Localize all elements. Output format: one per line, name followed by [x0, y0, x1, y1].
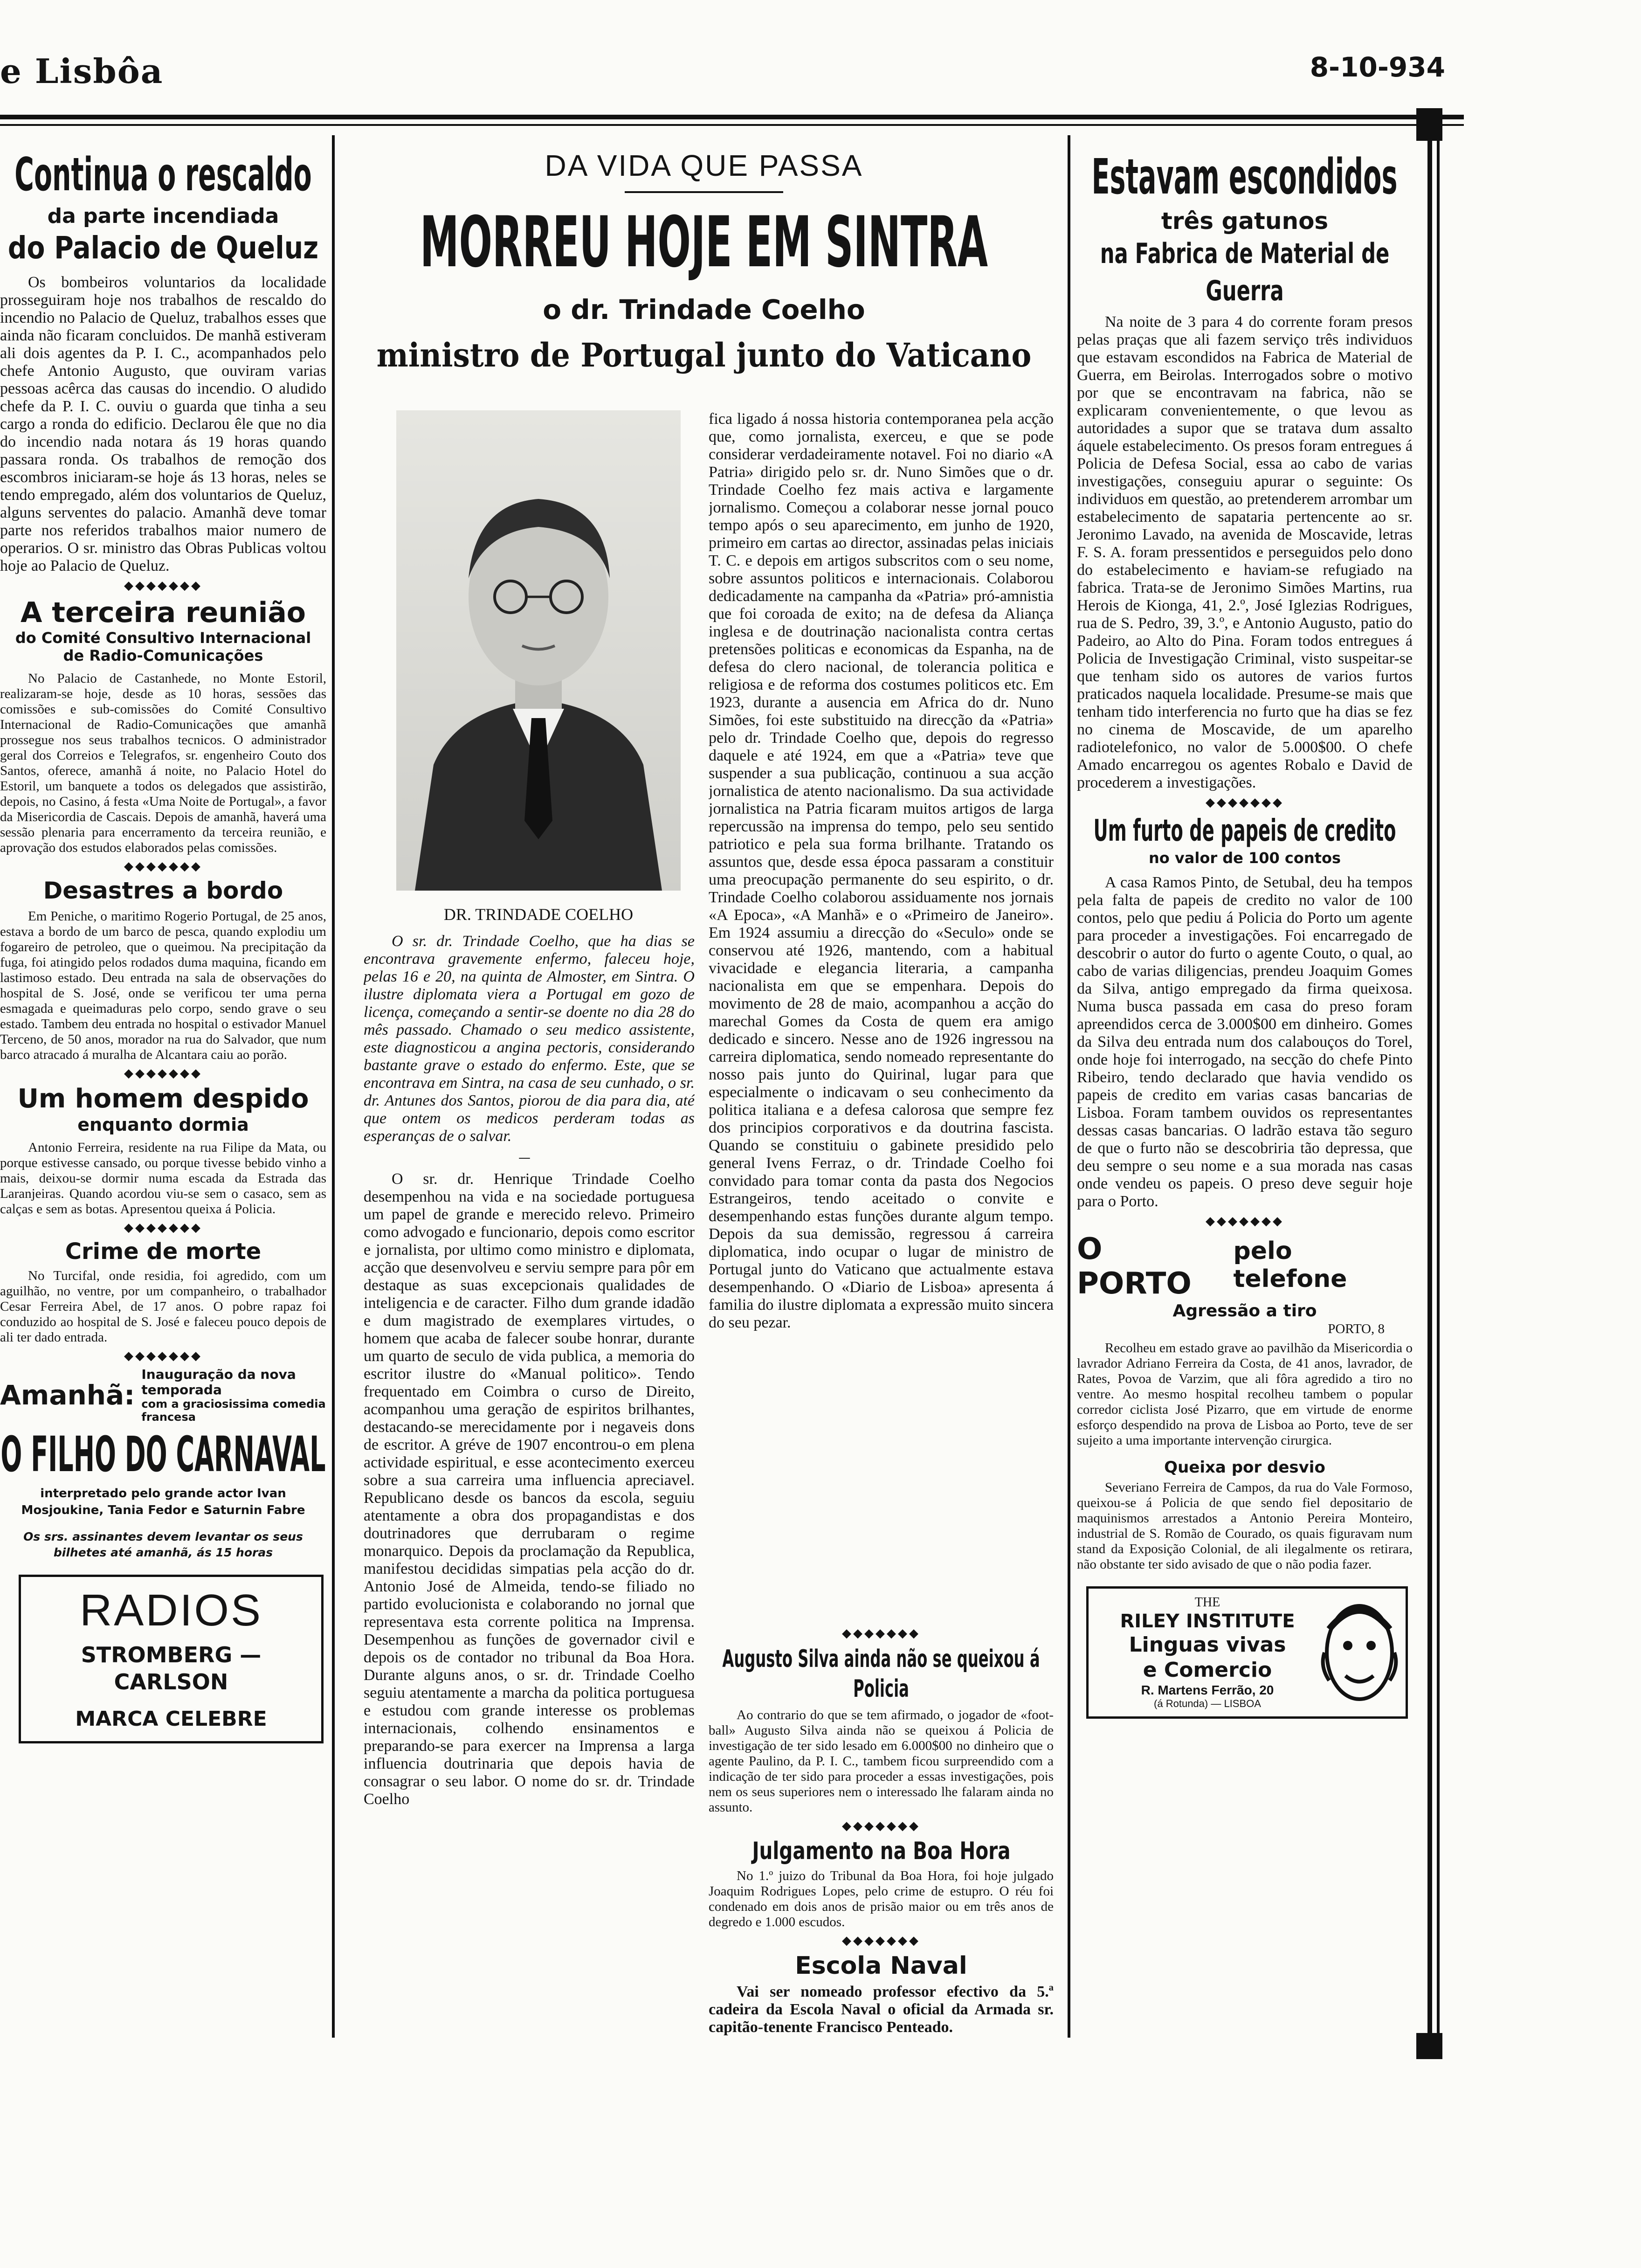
ad-line: RILEY INSTITUTE: [1120, 1611, 1295, 1632]
column-divider: [332, 135, 335, 2038]
column-divider: [1068, 135, 1070, 2038]
ad-line: THE: [1194, 1595, 1220, 1610]
ornament-divider: ◆◆◆◆◆◆◆: [842, 1934, 920, 1948]
ad-line: R. Martens Ferrão, 20: [1141, 1683, 1274, 1697]
newspaper-name: e Lisbôa: [0, 51, 164, 91]
ad-line: Inauguração da nova temporada: [141, 1367, 296, 1397]
article-body: Em Peniche, o maritimo Rogerio Portugal, de 25 anos, estava a bordo de um barco de pesca, quando explodiu um fogareiro de petroleo, que o queimou. Na precipitação da fuga, foi atingido pelos rodados duma maquina, ficando em lastimoso estado. Deu entrada na sala de observações do hospital de S. José, onde se verificou ter uma perna esmagada e queimaduras pelo corpo, sendo grave o seu estado. Tambem deu entrada no hospital o estivador Manuel Terceno, de 50 anos, morador na rua do Salvador, que num barco atracado á muralha de Alcantara caiu ao porão.: [0, 909, 326, 1062]
subscriber-note: Os srs. assinantes devem levantar os seus bilhetes até amanhã, ás 15 horas: [23, 1530, 303, 1559]
ornament-divider: ◆◆◆◆◆◆◆: [1206, 795, 1284, 809]
article-title: Um furto de papeis de credito: [1093, 814, 1396, 848]
article-body: Ao contrario do que se tem afirmado, o jogador de «foot-ball» Augusto Silva ainda não se queixou á Policia de investigação de ter sido lesado em 6.000$00 no dinheiro que o agente Paulino, da P. I. C., tambem ficou surpreendido com a indicação de ter sido para proceder a essas investigações, pois nem os seus superiores nem o interessado lhe falaram ainda no assunto.: [709, 1708, 1054, 1815]
article-body: No 1.º juizo do Tribunal da Boa Hora, foi hoje julgado Joaquim Rodrigues Lopes, pelo crime de estupro. O réu foi condenado em dois anos de prisão maior ou em três anos de degredo e 1.000 escudos.: [709, 1868, 1054, 1929]
ornament-divider: ◆◆◆◆◆◆◆: [842, 1819, 920, 1833]
article-body: A casa Ramos Pinto, de Setubal, deu ha tempos pela falta de papeis de credito no valor de 100 contos, pelo que pediu á Policia do Porto um agente para proceder a investigações. Foi encarregado de descobrir o autor do furto o agente Couto, o qual, ao cabo de varias diligencias, prendeu Joaquim Gomes da Silva, antigo empregado da firma queixosa. Numa busca passada em casa do preso foram apreendidos cerca de 3.000$00 em dinheiro. Gomes da Silva deu entrada num dos calabouços do Torel, onde hoje foi interrogado, na secção do chefe Pinto Ribeiro, tendo declarado que havia vendido os papeis de credito em varias casas bancarias de Lisboa. Foram tambem ouvidos os representantes dessas casas bancarias. O ladrão estava tão seguro de que o furto não se descobriria tão depressa, que deu sempre o seu nome e a sua morada nas casas onde vendeu os papeis. O preso deve seguir hoje para o Porto.: [1077, 874, 1413, 1210]
portrait-photo: [396, 410, 681, 891]
article-title: Crime de morte: [65, 1238, 262, 1265]
ad-lead: Amanhã:: [0, 1379, 135, 1411]
ornament-divider: ◆◆◆◆◆◆◆: [1206, 1214, 1284, 1228]
margin-block-bottom: [1416, 2033, 1442, 2059]
article-body: No Palacio de Castanhede, no Monte Estoril, realizaram-se hoje, desde as 10 horas, sessões das comissões e sub-comissões do Comité Consultivo Internacional de Radio-Comunicações que amanhã prossegue nos seus trabalhos tecnicos. O administrador geral dos Correios e Telegrafos, sr. engenheiro Couto dos Santos, oferece, amanhã á noite, no Palacio Hotel do Estoril, um banquete a todos os delegados que assistirão, depois, no Casino, á festa «Uma Noite de Portugal», a favor da Misericordia de Cascais. Depois de amanhã, haverá uma sessão plenaria para encerramento da terceira reunião, e aprovação dos estudos elaborados pelas comissões.: [0, 671, 326, 855]
section-header: [1077, 1232, 1413, 1301]
article-body: Severiano Ferreira de Campos, da rua do Vale Formoso, queixou-se á Policia de que sendo fiel depositario de maquinismos arrestados a Antonio Pereira Monteiro, industrial de S. Romão de Courado, os quais figuravam num stand da Exposição Colonial, de ali ilegalmente os retirara, não obstante ter sido avisado de que o não podia fazer.: [1077, 1480, 1413, 1572]
section-kicker: DA VIDA QUE PASSA: [545, 149, 863, 182]
ornament-divider: ◆◆◆◆◆◆◆: [842, 1626, 920, 1640]
article-title: Augusto Silva ainda não se queixou á Policia: [722, 1645, 1040, 1703]
margin-bar-left: [1427, 140, 1432, 2038]
article-body: Antonio Ferreira, residente na rua Filipe da Mata, ou porque estivesse cansado, ou porque tivesse bebido vinho a mais, deixou-se dormir numa escada da Estrada das Laranjeiras. Quando acordou viu-se sem o casaco, sem as calças e sem as botas. Apresentou queixa á Policia.: [0, 1140, 326, 1217]
article-title: Um homem despido: [17, 1084, 309, 1114]
left-column: [0, 149, 326, 2042]
article-title: Julgamento na Boa Hora: [752, 1837, 1011, 1865]
center-right-column: [709, 410, 1054, 1618]
article-title: O PORTO: [1077, 1232, 1192, 1301]
film-cast: interpretado pelo grande actor Ivan Mosjoukine, Tania Fedor e Saturnin Fabre: [21, 1487, 305, 1517]
article-subtitle: três gatunos: [1161, 207, 1329, 235]
ad-line: STROMBERG — CARLSON: [81, 1642, 262, 1694]
article-subtitle: da parte incendiada: [47, 204, 279, 228]
center-left-column: [364, 933, 695, 2042]
article-body: O sr. dr. Henrique Trindade Coelho desempenhou na vida e na sociedade portuguesa um papel de grande e merecido relevo. Primeiro como advogado e funcionario, depois como escritor e jornalista, por ultimo como ministro e diplomata, acção que desenvolveu e serviu sempre para pôr em destaque as suas excepcionais qualidades de inteligencia e de caracter. Filho dum grande idadão e dum magistrado de exemplares virtudes, o homem que acaba de falecer soube honrar, durante um quarto de seculo de vida publica, a memoria do escritor ilustre do «Manual politico». Tendo frequentado em Coimbra o curso de Direito, acompanhou uma geração de espiritos brilhantes, destacando-se merecidamente por i negaveis dons de escritor. A gréve de 1907 encontrou-o em plena actividade espiritual, e esse acontecimento exerceu sobre a sua carreira uma influencia apreciavel. Republicano desde os bancos da escola, seguiu atentamente a obra dos propagandistas e dos doutrinadores que derrubaram o regime monarquico. Depois da proclamação da Republica, manifestou decididas simpatias pela acção do dr. Antonio José de Almeida, tendo-se filiado no partido evolucionista e colaborando no jornal que representava esta corrente politica na Imprensa. Desempenhou as funções de governador civil e depois os de contador no tribunal da Boa Hora. Durante alguns anos, o sr. dr. Trindade Coelho seguiu atentamente a marcha da politica portuguesa e estudou com grande interesse os problemas internacionais, colhendo ensinamentos e preparando-se para exercer na Imprensa a larga influencia doutrinaria que depois havia de consagrar o seu labor. O nome do sr. dr. Trindade Coelho: [364, 1170, 695, 1808]
article-title: A terceira reunião: [20, 596, 306, 629]
article-intro: O sr. dr. Trindade Coelho, que ha dias se encontrava gravemente enfermo, faleceu hoje, pelas 16 e 20, na quinta de Almoster, em Sintra. O ilustre diplomata viera a Portugal em gozo de licença, começando a sentir-se doente no dia 28 do mês passado. Chamado o seu medico assistente, este diagnosticou a angina pectoris, considerando bastante grave o estado do enfermo. Este, que se encontrava em Sintra, na casa de seu cunhado, o sr. dr. Antunes dos Santos, piorou de dia para dia, até que ontem os medicos perderam todas as esperanças de o salvar.: [364, 933, 695, 1145]
ad-line: MARCA CELEBRE: [75, 1707, 267, 1731]
dateline: PORTO, 8: [1328, 1321, 1385, 1336]
headline-deck: ministro de Portugal junto do Vaticano: [376, 336, 1032, 374]
portrait-figure: [396, 410, 681, 891]
right-column: [1077, 149, 1413, 2038]
article-title: pelo telefone: [1233, 1237, 1347, 1293]
cinema-advertisement: [0, 1367, 326, 1519]
article-body: Na noite de 3 para 4 do corrente foram presos pelas praças que ali fazem serviço três individuos que estavam escondidos na Fabrica de Material de Guerra, em Beirolas. Interrogados sobre o motivo por que se encontravam na fabrica, não se explicaram convenientemente, o que levou as autoridades a supor que se tratava dum assalto áquele estabelecimento. Os presos foram entregues á Policia de Defesa Social, essa ao cabo de varias investigações, conseguiu apurar o seguinte: Os individuos em questão, ao pretenderem arrombar um estabelecimento de sapataria pertencente ao sr. Jeronimo Lavado, na avenida de Moscavide, letras F. S. A. foram pressentidos e perseguidos pelo dono do estabelecimento e haviam-se refugiado na fabrica. Trata-se de Jeronimo Simões Martins, rua Herois de Kionga, 41, 2.º, José Iglezias Rodrigues, rua de S. Pedro, 39, 3.º, e Antonio Augusto, patio do Padeiro, ao Alto do Pina. Foram todos entregues á Policia de Investigação Criminal, visto suspeitar-se que tenham sido os autores de varios furtos praticados naquela localidade. Presume-se mais que tenham tido interferencia no furto que ha dias se fez no cinema de Moscavide, de um aparelho radiotelefonico, no valor de 5.000$00. O chefe Amado encarregou os agentes Robalo e David de procederem a investigações.: [1077, 313, 1413, 791]
article-body: Vai ser nomeado professor efectivo da 5.ª cadeira da Escola Naval o oficial da Armada sr. capitão-tenente Francisco Penteado.: [709, 1983, 1054, 2036]
ornament-divider: ◆◆◆◆◆◆◆: [124, 579, 202, 593]
ad-line: RADIOS: [79, 1585, 263, 1635]
headline: MORREU HOJE EM SINTRA: [420, 202, 988, 283]
face-illustration-icon: [1320, 1597, 1399, 1708]
article-body: Os bombeiros voluntarios da localidade prosseguiram hoje nos trabalhos de rescaldo do incendio no Palacio de Queluz, trabalhos esses que ainda não ficaram concluidos. De manhã estiveram ali dois agentes da P. I. C., acompanhados pelo chefe Antonio Augusto, que ouviram varias pessoas acêrca das causas do incendio. O aludido chefe da P. I. C. ouviu o guarda que tinha a seu cargo a ronda do edificio. Declarou êle que no dia do incendio nada notara ás 19 horas quando passara ronda. Os trabalhos de remoção dos escombros iniciaram-se hoje ás 13 horas, neles se tendo empregado, além dos voluntarios de Queluz, alguns serventes do palacio. Amanhã deve tomar parte nos referidos trabalhos maior numero de operarios. O sr. ministro das Obras Publicas voltou hoje ao Palacio de Queluz.: [0, 274, 326, 574]
center-briefs: [709, 1623, 1054, 2042]
article-subtitle: do Comité Consultivo Internacional de Radio-Comunicações: [15, 629, 311, 664]
masthead-rule: [0, 115, 1464, 119]
radios-advertisement: [19, 1575, 324, 1743]
film-title: O FILHO DO CARNAVAL: [0, 1426, 326, 1483]
article-title: do Palacio de Queluz: [7, 230, 319, 266]
ornament-divider: ◆◆◆◆◆◆◆: [124, 1066, 202, 1080]
article-title: Escola Naval: [795, 1952, 967, 1980]
article-subtitle: no valor de 100 contos: [1149, 849, 1341, 867]
article-body: No Turcifal, onde residia, foi agredido, com um aguilhão, no ventre, por um companheiro, o trabalhador Cesar Ferreira Abel, de 17 anos. O pobre rapaz foi conduzido ao hospital de S. José e faleceu pouco depois de ali ter dado entrada.: [0, 1268, 326, 1345]
masthead-rule-thin: [0, 124, 1464, 126]
ad-line: com a graciosissima comedia francesa: [141, 1397, 326, 1424]
photo-caption: DR. TRINDADE COELHO: [443, 905, 634, 924]
headline-deck: o dr. Trindade Coelho: [543, 294, 865, 325]
article-title: Continua o rescaldo: [14, 149, 312, 201]
riley-institute-advertisement: [1086, 1586, 1408, 1719]
margin-block-top: [1416, 108, 1442, 141]
article-subtitle: enquanto dormia: [77, 1114, 249, 1135]
article-subtitle: Agressão a tiro: [1172, 1301, 1317, 1321]
ad-line: Linguas vivas: [1129, 1633, 1286, 1657]
article-title: Estavam escondidos: [1091, 149, 1398, 205]
issue-date: 8-10-934: [1310, 51, 1445, 83]
article-title: na Fabrica de Material de Guerra: [1100, 237, 1390, 307]
ornament-divider: —: [518, 1151, 540, 1165]
article-body: fica ligado á nossa historia contemporanea pela acção que, como jornalista, exerceu, e que se pode considerar verdadeiramente notavel. Foi no diario «A Patria» dirigido pelo sr. dr. Nuno Simões que o dr. Trindade Coelho fez mais activa e largamente jornalismo. Começou a colaborar nesse jornal pouco tempo após o seu aparecimento, em junho de 1920, primeiro em cartas ao director, assinadas pelas iniciais T. C. e depois em artigos subscritos com o seu nome, sobre assuntos politicos e internacionais. Colaborou dedicadamente na campanha da «Patria» pró-amnistia que foi coroada de exito; na de defesa da Aliança inglesa e de doutrinação nacionalista contra certas pretensões politicas e economicas da Espanha, na de defesa do clero nacional, de tolerancia politica e religiosa e de reforma dos costumes politicos etc. Em 1923, durante a ausencia em Africa do dr. Nuno Simões, foi este substituido na direcção da «Patria» pelo dr. Trindade Coelho que, depois do regresso daquele e até 1924, em que a «Patria» teve que suspender a sua publicação, continuou a sua acção jornalistica de atento nacionalismo. Da sua actividade jornalistica na Patria ficaram muitos artigos de larga repercussão na imprensa do tempo, pelo seu sentido patriotico e pela sua forma brilhante. Tratando os assuntos que, desde essa época passaram a constituir uma preocupação permanente do seu espirito, o dr. Trindade Coelho colaborou assiduamente nos jornais «A Epoca», «A Manhã» e o «Primeiro de Janeiro». Em 1924 assumiu a direcção do «Seculo» onde se conservou até 1926, mantendo, com a habitual vivacidade e elegancia literaria, a campanha nacionalista em que se empenhara. Depois do movimento de 28 de maio, acompanhou a acção do marechal Gomes da Costa de quem era amigo dedicado e sincero. Nesse ano de 1926 ingressou na carreira diplomatica, sendo nomeado representante do nosso pais junto do Quirinal, lugar para que especialmente o indicavam o seu conhecimento da politica italiana e a defesa calorosa que sempre fez dos principios corporativos e da doutrina fascista. Quando se constituiu o gabinete presidido pelo general Ivens Ferraz, o dr. Trindade Coelho foi convidado para tomar conta da pasta dos Negocios Estrangeiros, tendo aceitado o convite e desempenhando estas funções durante algum tempo. Depois da sua demissão, regressou á carreira diplomatica, indo ocupar o lugar de ministro de Portugal junto do Vaticano que actualmente estava desempenhando. O «Diario de Lisboa» apresenta á familia do ilustre diplomata a expressão muito sincera do seu pezar.: [709, 410, 1054, 1331]
ad-line: e Comercio: [1143, 1658, 1272, 1682]
ad-line: (á Rotunda) — LISBOA: [1154, 1698, 1261, 1709]
ornament-divider: ◆◆◆◆◆◆◆: [124, 859, 202, 873]
article-title: Desastres a bordo: [43, 877, 283, 904]
article-body: Recolheu em estado grave ao pavilhão da Misericordia o lavrador Adriano Ferreira da Costa, de 41 anos, lavrador, de Rates, Povoa de Varzim, que ali fôra agredido a tiro no ventre. Ao mesmo hospital recolheu tambem o popular corredor ciclista José Pizarro, que em virtude de enorme esforço despendido na prova de Lisboa ao Porto, teve de ser sujeito a uma importante intervenção cirurgica.: [1077, 1341, 1413, 1448]
ornament-divider: ◆◆◆◆◆◆◆: [124, 1221, 202, 1235]
ornament-divider: ◆◆◆◆◆◆◆: [124, 1349, 202, 1363]
margin-bar-right: [1437, 140, 1440, 2038]
article-title: Queixa por desvio: [1164, 1458, 1325, 1477]
kicker-rule: [625, 191, 783, 193]
